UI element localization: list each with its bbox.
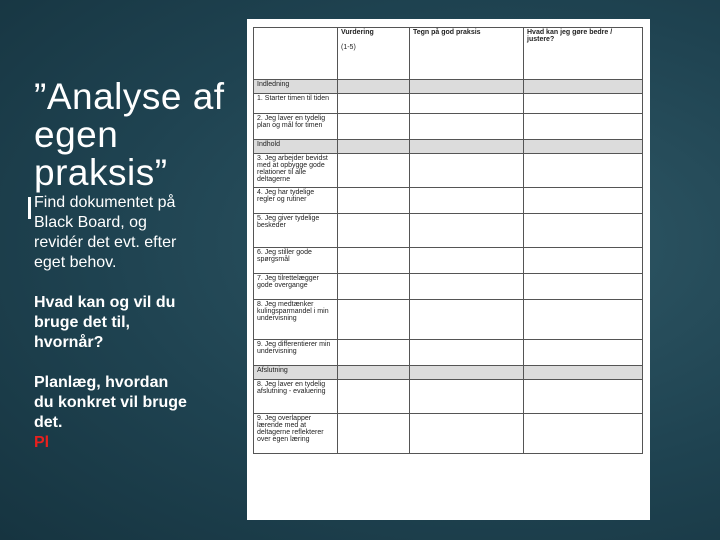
- header-cell-signs: Tegn på god praksis: [410, 28, 524, 80]
- item-label: 5. Jeg giver tydelige beskeder: [254, 214, 338, 248]
- body-line: Find dokumentet på: [34, 194, 176, 211]
- body-line: hvornår?: [34, 334, 104, 351]
- title-line: ”Analyse af: [34, 76, 225, 117]
- slide-title: [34, 78, 244, 192]
- body-line: Black Board, og: [34, 214, 147, 231]
- header-cell-empty: [254, 28, 338, 80]
- plan-paragraph: [34, 373, 244, 453]
- table-row: [254, 114, 643, 140]
- section-label: Indledning: [254, 80, 338, 94]
- table-row: [254, 340, 643, 366]
- table-row: [254, 188, 643, 214]
- slide-body: [34, 193, 244, 453]
- item-label: 8. Jeg laver en tydelig afslutning - evaluering: [254, 380, 338, 414]
- accent-bar: [28, 197, 31, 219]
- table-row: [254, 154, 643, 188]
- table-row: [254, 274, 643, 300]
- section-row: [254, 80, 643, 94]
- item-label: 2. Jeg laver en tydelig plan og mål for timen: [254, 114, 338, 140]
- body-line: det.: [34, 414, 63, 431]
- section-row: [254, 140, 643, 154]
- table-header-row: [254, 28, 643, 80]
- item-label: 9. Jeg differentierer min undervisning: [254, 340, 338, 366]
- item-label: 4. Jeg har tydelige regler og rutiner: [254, 188, 338, 214]
- header-rating-label: Vurdering: [341, 29, 374, 36]
- section-label: Afslutning: [254, 366, 338, 380]
- table-row: [254, 94, 643, 114]
- section-label: Indhold: [254, 140, 338, 154]
- section-row: [254, 366, 643, 380]
- body-line: Planlæg, hvordan: [34, 374, 169, 391]
- body-line: bruge det til,: [34, 314, 130, 331]
- document-image: [247, 19, 650, 520]
- body-line: revidér det evt. efter: [34, 234, 177, 251]
- body-line: Hvad kan og vil du: [34, 294, 176, 311]
- item-label: 3. Jeg arbejder bevidst med at opbygge gode relationer til alle deltagerne: [254, 154, 338, 188]
- table-row: [254, 380, 643, 414]
- table-row: [254, 414, 643, 454]
- title-line: praksis”: [34, 152, 168, 193]
- item-label: 6. Jeg stiller gode spørgsmål: [254, 248, 338, 274]
- evaluation-table: [253, 27, 643, 454]
- header-cell-rating: [338, 28, 410, 80]
- pl-label: Pl: [34, 434, 50, 451]
- table-row: [254, 248, 643, 274]
- item-label: 9. Jeg overlapper lærende med at deltagerne reflekterer over egen læring: [254, 414, 338, 454]
- body-line: eget behov.: [34, 254, 117, 271]
- table-row: [254, 300, 643, 340]
- header-cell-improve: Hvad kan jeg gøre bedre / justere?: [524, 28, 643, 80]
- body-line: du konkret vil bruge: [34, 394, 187, 411]
- item-label: 1. Starter timen til tiden: [254, 94, 338, 114]
- header-rating-scale: (1-5): [341, 44, 356, 51]
- question-paragraph: [34, 293, 244, 353]
- item-label: 7. Jeg tilrettelægger gode overgange: [254, 274, 338, 300]
- title-line: egen: [34, 114, 119, 155]
- instruction-paragraph: [34, 193, 244, 273]
- table-row: [254, 214, 643, 248]
- item-label: 8. Jeg medtænker kulingsparmandel i min undervisning: [254, 300, 338, 340]
